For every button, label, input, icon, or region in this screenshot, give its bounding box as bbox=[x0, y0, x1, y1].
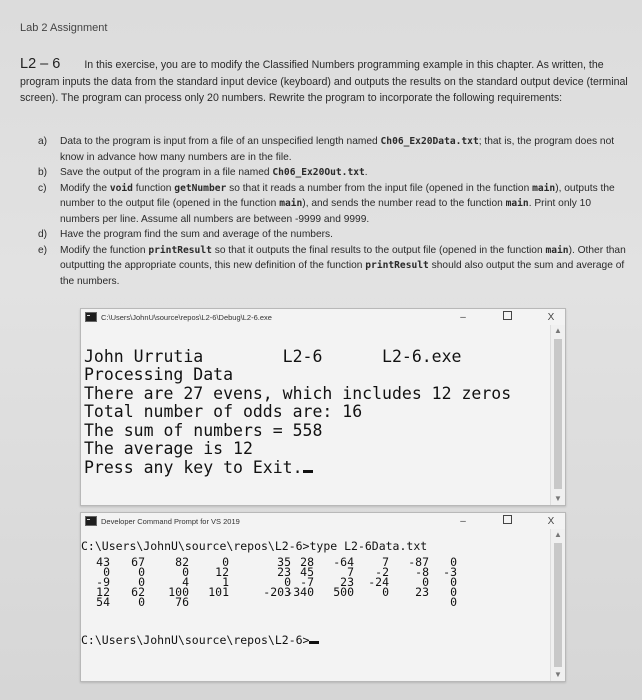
vertical-scrollbar[interactable] bbox=[550, 325, 565, 505]
data-value: 500 bbox=[333, 585, 354, 599]
data-column bbox=[318, 557, 354, 597]
data-value: -87 bbox=[408, 555, 429, 569]
requirement-item bbox=[38, 134, 628, 165]
requirement-text: Have the program find the sum and average of the numbers. bbox=[60, 229, 333, 240]
prompt-app-icon bbox=[85, 516, 97, 526]
data-value: 45 bbox=[300, 565, 314, 579]
scroll-up-icon[interactable]: ▲ bbox=[554, 326, 562, 335]
vertical-scrollbar[interactable] bbox=[550, 529, 565, 681]
requirement-text: Save the output of the program in a file named Ch06_Ex20Out.txt. bbox=[60, 167, 368, 178]
scroll-thumb[interactable] bbox=[554, 339, 562, 489]
data-value: 4 bbox=[182, 575, 189, 589]
scroll-down-icon[interactable]: ▼ bbox=[554, 670, 562, 679]
data-value: -3 bbox=[443, 565, 457, 579]
data-value: 0 bbox=[422, 575, 429, 589]
data-value: -340 bbox=[286, 585, 314, 599]
minimize-button[interactable]: – bbox=[460, 311, 466, 323]
data-value: -9 bbox=[96, 575, 110, 589]
close-button[interactable]: X bbox=[547, 515, 555, 527]
data-value: 100 bbox=[168, 585, 189, 599]
console-title: C:\Users\JohnU\source\repos\L2-6\Debug\L2-6.exe bbox=[101, 312, 272, 322]
text-cursor bbox=[303, 470, 313, 473]
requirement-letter: a) bbox=[38, 136, 48, 147]
console-line: The average is 12 bbox=[84, 439, 253, 458]
data-value: 0 bbox=[138, 595, 145, 609]
type-command-line: C:\Users\JohnU\source\repos\L2-6>type L2-6Data.txt bbox=[81, 539, 428, 553]
data-column bbox=[433, 557, 457, 607]
close-button[interactable]: X bbox=[547, 311, 555, 323]
data-value: -64 bbox=[333, 555, 354, 569]
requirement-text: Modify the void function getNumber so that it reads a number from the input file (opened in the function main), outputs the number to the output file (opened in the function main), and sends the number read to the function main. Print only 10 numbers per line. Assume all numbers are between -9999 and 9999. bbox=[60, 182, 615, 225]
data-value: 76 bbox=[175, 595, 189, 609]
page-header: Lab 2 Assignment bbox=[20, 22, 108, 34]
data-value: 1 bbox=[222, 575, 229, 589]
data-column bbox=[86, 557, 110, 607]
console-line: There are 27 evens, which includes 12 zeros bbox=[84, 383, 512, 403]
data-value: 12 bbox=[96, 585, 110, 599]
data-file-contents bbox=[83, 557, 551, 627]
data-value: 0 bbox=[284, 575, 291, 589]
maximize-button[interactable] bbox=[497, 311, 517, 323]
requirement-letter: e) bbox=[38, 244, 48, 256]
data-value: -2 bbox=[375, 565, 389, 579]
prompt-title: Developer Command Prompt for VS 2019 bbox=[101, 516, 240, 526]
prompt-output bbox=[81, 529, 551, 681]
data-value: 23 bbox=[340, 575, 354, 589]
data-column bbox=[193, 557, 229, 597]
requirement-item bbox=[38, 243, 628, 290]
data-value: 0 bbox=[450, 555, 457, 569]
data-column bbox=[278, 557, 314, 597]
data-value: 12 bbox=[215, 565, 229, 579]
developer-command-prompt-window[interactable] bbox=[80, 512, 566, 682]
data-value: 0 bbox=[103, 565, 110, 579]
requirement-item bbox=[38, 181, 628, 228]
console-line-cursor: Press any key to Exit. bbox=[84, 459, 551, 478]
data-value: -7 bbox=[300, 575, 314, 589]
requirement-letter: c) bbox=[38, 182, 47, 194]
program-output bbox=[81, 325, 551, 505]
data-value: 0 bbox=[182, 565, 189, 579]
data-value: -203 bbox=[263, 585, 291, 599]
data-column bbox=[153, 557, 189, 607]
exercise-code: L2 – 6 bbox=[20, 56, 61, 72]
data-value: 0 bbox=[138, 575, 145, 589]
data-value: 0 bbox=[450, 575, 457, 589]
data-value: 62 bbox=[131, 585, 145, 599]
data-value: 67 bbox=[131, 555, 145, 569]
requirement-text: Modify the function printResult so that it outputs the final results to the output file (opened in the function main). Other than outputting the appropriate counts, this new definition of the function printResult should also output the sum and average of the numbers. bbox=[60, 244, 626, 287]
intro-text: In this exercise, you are to modify the Classified Numbers programming example in this chapter. As written, the program inputs the data from the standard input device (keyboard) and outputs the results on the standard output device (terminal screen). The program can process only 20 numbers. Rewrite the program to incorporate the following requirements: bbox=[20, 59, 628, 104]
console-line: John Urrutia L2-6 L2-6.exe bbox=[84, 346, 462, 366]
console-line: The sum of numbers = 558 bbox=[84, 420, 323, 440]
data-value: -8 bbox=[415, 565, 429, 579]
data-value: 28 bbox=[300, 555, 314, 569]
data-value: 0 bbox=[450, 585, 457, 599]
data-value: 7 bbox=[347, 565, 354, 579]
data-value: 35 bbox=[277, 555, 291, 569]
scroll-thumb[interactable] bbox=[554, 543, 562, 667]
data-value: 101 bbox=[208, 585, 229, 599]
requirement-item bbox=[38, 165, 628, 181]
data-value: 54 bbox=[96, 595, 110, 609]
data-column bbox=[393, 557, 429, 597]
requirements-list bbox=[38, 134, 628, 289]
prompt-line: C:\Users\JohnU\source\repos\L2-6> bbox=[81, 633, 551, 647]
data-value: 0 bbox=[382, 585, 389, 599]
data-value: 0 bbox=[138, 565, 145, 579]
requirement-letter: d) bbox=[38, 229, 48, 240]
console-line: Processing Data bbox=[84, 365, 234, 384]
requirement-item bbox=[38, 227, 628, 243]
data-column bbox=[353, 557, 389, 597]
requirement-text: Data to the program is input from a file of an unspecified length named Ch06_Ex20Data.txt; that is, the program does not know in advance how many numbers are in the file. bbox=[60, 136, 615, 163]
console-line: Total number of odds are: 16 bbox=[84, 402, 363, 421]
data-value: 0 bbox=[222, 555, 229, 569]
console-titlebar[interactable] bbox=[81, 309, 565, 325]
prompt-titlebar[interactable] bbox=[81, 513, 565, 529]
data-value: 7 bbox=[382, 555, 389, 569]
program-console-window[interactable] bbox=[80, 308, 566, 506]
scroll-down-icon[interactable]: ▼ bbox=[554, 494, 562, 503]
data-value: -24 bbox=[368, 575, 389, 589]
maximize-button[interactable] bbox=[497, 515, 517, 527]
intro-paragraph bbox=[20, 56, 628, 107]
minimize-button[interactable]: – bbox=[460, 515, 466, 527]
requirement-letter: b) bbox=[38, 167, 48, 178]
data-value: 43 bbox=[96, 555, 110, 569]
console-app-icon bbox=[85, 312, 97, 322]
data-column bbox=[121, 557, 145, 607]
data-value: 82 bbox=[175, 555, 189, 569]
data-value: 23 bbox=[277, 565, 291, 579]
data-value: 0 bbox=[450, 595, 457, 609]
scroll-up-icon[interactable]: ▲ bbox=[554, 530, 562, 539]
data-value: 23 bbox=[415, 585, 429, 599]
text-cursor bbox=[309, 641, 319, 644]
